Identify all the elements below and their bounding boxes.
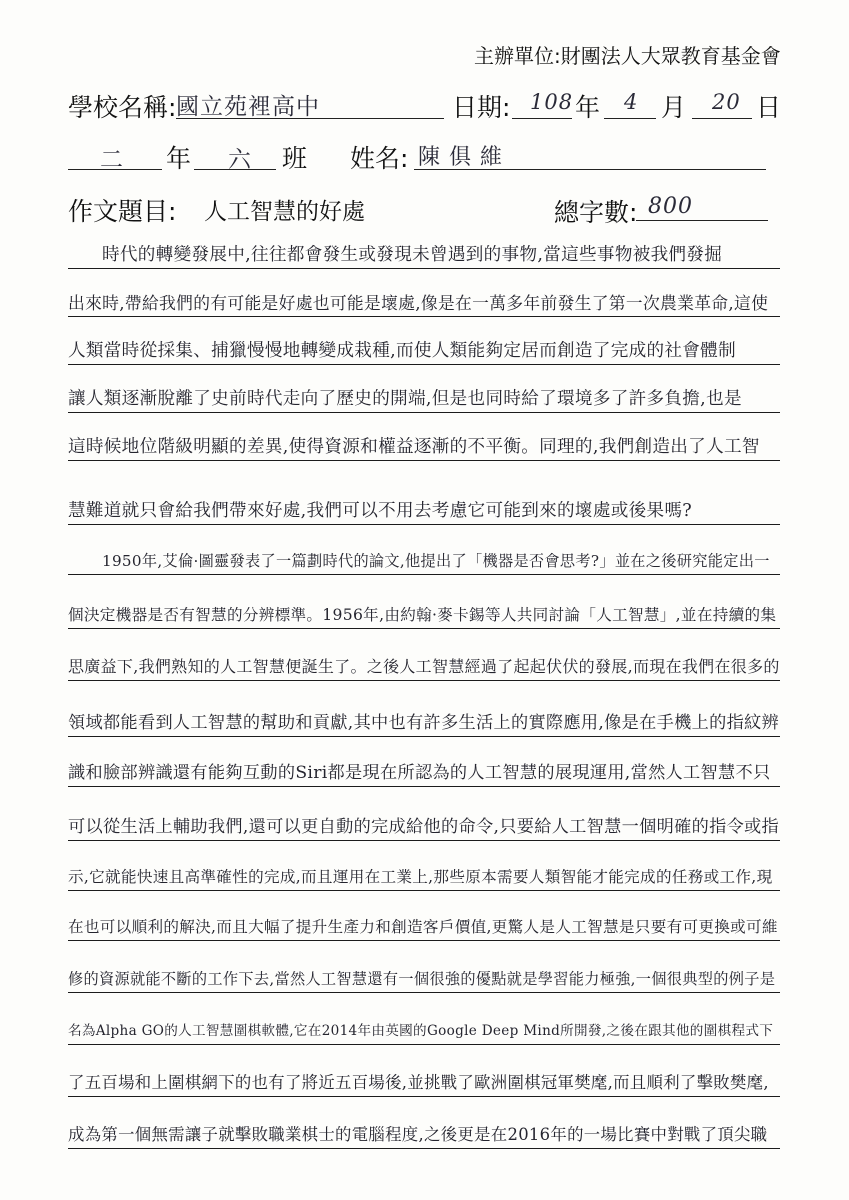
school-field: 國立苑裡高中: [176, 94, 320, 120]
essay-rule-9: [68, 680, 780, 681]
word-count-underline: [636, 220, 768, 221]
date-year-field: 108: [530, 90, 574, 114]
essay-line-18: 成為第一個無需讓子就擊敗職業棋士的電腦程度,之後更是在2016年的一場比賽中對戰了頂尖職: [68, 1125, 768, 1144]
essay-rule-6: [68, 524, 780, 525]
essay-rule-8: [68, 628, 780, 629]
essay-line-10: 領域都能看到人工智慧的幫助和貢獻,其中也有許多生活上的實際應用,像是在手機上的指紋辨: [68, 713, 780, 733]
essay-line-8: 個決定機器是否有智慧的分辨標準。1956年,由約翰·麥卡錫等人共同討論「人工智慧」,並在持續的集: [68, 606, 777, 624]
date-year-underline: [512, 118, 572, 119]
essay-line-4: 讓人類逐漸脫離了史前時代走向了歷史的開端,但是也同時給了環境多了許多負擔,也是: [68, 389, 742, 409]
class-label: 班: [282, 144, 308, 173]
school-label: 學校名稱:: [68, 93, 177, 122]
essay-line-5: 這時候地位階級明顯的差異,使得資源和權益逐漸的不平衡。同理的,我們創造出了人工智: [68, 437, 760, 457]
essay-line-3: 人類當時從採集、捕獵慢慢地轉變成栽種,而使人類能夠定居而創造了完成的社會體制: [68, 341, 736, 361]
class-field: 六: [228, 147, 252, 173]
topic-value: 人工智慧的好處: [204, 199, 365, 225]
date-label: 日期:: [452, 93, 511, 122]
essay-rule-15: [68, 992, 780, 993]
essay-rule-5: [68, 460, 780, 461]
essay-line-11: 識和臉部辨識還有能夠互動的Siri都是現在所認為的人工智慧的展現運用,當然人工智慧不只: [68, 763, 771, 783]
essay-rule-13: [68, 890, 780, 891]
name-label: 姓名:: [350, 144, 409, 173]
date-month-field: 4: [624, 90, 639, 114]
essay-rule-4: [68, 412, 780, 413]
grade-underline: [68, 169, 162, 170]
grade-label: 年: [166, 144, 192, 173]
essay-line-1: 時代的轉變發展中,往往都會發生或發現未曾遇到的事物,當這些事物被我們發掘: [102, 245, 723, 265]
word-count-field: 800: [648, 194, 693, 219]
essay-line-14: 在也可以順利的解決,而且大幅了提升生產力和創造客戶價值,更驚人是人工智慧是只要有可更換或可維: [68, 918, 778, 936]
essay-line-9: 思廣益下,我們熟知的人工智慧便誕生了。之後人工智慧經過了起起伏伏的發展,而現在我們在很多的: [68, 657, 780, 676]
essay-rule-1: [68, 268, 780, 269]
essay-line-15: 修的資源就能不斷的工作下去,當然人工智慧還有一個很強的優點就是學習能力極強,一個很典型的例子是: [68, 970, 776, 988]
essay-line-16: 名為Alpha GO的人工智慧圍棋軟體,它在2014年由英國的Google Deep Mind所開發,之後在跟其他的圍棋程式下: [68, 1023, 774, 1039]
essay-line-7: 1950年,艾倫·圖靈發表了一篇劃時代的論文,他提出了「機器是否會思考?」並在之後研究能定出一: [102, 552, 770, 570]
month-label: 月: [661, 93, 687, 122]
essay-rule-7: [68, 574, 780, 575]
essay-rule-18: [68, 1148, 780, 1149]
year-label: 年: [575, 93, 601, 122]
topic-label: 作文題目:: [68, 197, 177, 226]
essay-rule-14: [68, 940, 780, 941]
essay-rule-2: [68, 316, 780, 317]
essay-rule-11: [68, 786, 780, 787]
essay-line-12: 可以從生活上輔助我們,還可以更自動的完成給他的命令,只要給人工智慧一個明確的指令或指: [68, 817, 780, 837]
name-underline: [414, 169, 766, 170]
essay-line-17: 了五百場和上圍棋網下的也有了將近五百場後,並挑戰了歐洲圍棋冠軍樊麾,而且順利了擊敗樊麾,: [68, 1073, 769, 1092]
date-month-underline: [604, 118, 656, 119]
essay-rule-16: [68, 1044, 780, 1045]
essay-line-2: 出來時,帶給我們的有可能是好處也可能是壞處,像是在一萬多年前發生了第一次農業革命,這使: [68, 293, 769, 313]
word-count-label: 總字數:: [554, 198, 638, 227]
essay-rule-12: [68, 840, 780, 841]
date-day-underline: [692, 118, 752, 119]
essay-rule-17: [68, 1096, 780, 1097]
day-label: 日: [756, 93, 782, 122]
grade-field: 二: [100, 147, 124, 173]
school-underline: [176, 118, 444, 119]
essay-rule-10: [68, 736, 780, 737]
organizer-heading: 主辦單位:財團法人大眾教育基金會: [474, 44, 781, 68]
essay-line-6: 慧難道就只會給我們帶來好處,我們可以不用去考慮它可能到來的壞處或後果嗎?: [68, 501, 693, 521]
essay-line-13: 示,它就能快速且高準確性的完成,而且運用在工業上,那些原本需要人類智能才能完成的任務或工作,現: [68, 868, 773, 886]
date-day-field: 20: [712, 90, 741, 114]
class-underline: [194, 169, 276, 170]
name-field: 陳 俱 維: [418, 145, 503, 170]
essay-rule-3: [68, 364, 780, 365]
